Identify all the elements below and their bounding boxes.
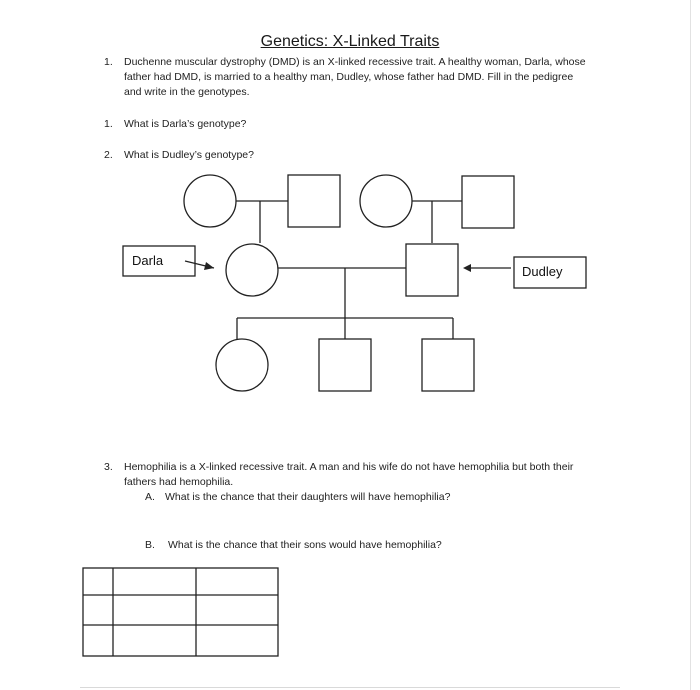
dudley-arrowhead [463,264,471,272]
punnett-grid[interactable] [83,568,278,656]
child-son1-square[interactable] [319,339,371,391]
grandfather-right-square[interactable] [462,176,514,228]
q3-b-letter: B. [145,539,155,551]
q1-sub1-number: 1. [104,118,113,130]
q3-text-line1: Hemophilia is a X-linked recessive trait. A man and his wife do not have hemophilia but both their [124,461,574,473]
q1-text-line1: Duchenne muscular dystrophy (DMD) is an X-linked recessive trait. A healthy woman, Darla, whose [124,56,586,68]
page-title: Genetics: X-Linked Traits [260,33,440,50]
q3-a-text: What is the chance that their daughters will have hemophilia? [165,491,451,503]
q1-text-line2: father had DMD, is married to a healthy man, Dudley, whose father had DMD. Fill in the pedigree [124,71,574,83]
q1-sub2-text: What is Dudley’s genotype? [124,149,254,161]
child-daughter-circle[interactable] [216,339,268,391]
darla-arrowhead [204,262,214,270]
darla-circle[interactable] [226,244,278,296]
child-son2-square[interactable] [422,339,474,391]
q1-number: 1. [104,56,113,68]
q3-text-line2: fathers had hemophilia. [124,476,234,488]
q1-sub1-text: What is Darla’s genotype? [124,118,247,130]
q3-number: 3. [104,461,113,473]
bottom-rule [80,687,620,688]
q1-sub2-number: 2. [104,149,113,161]
dudley-label: Dudley [522,264,563,279]
q3-a-letter: A. [145,491,155,503]
q3-b-text: What is the chance that their sons would have hemophilia? [168,539,442,551]
grandfather-left-square[interactable] [288,175,340,227]
darla-label: Darla [132,253,164,268]
grandmother-left-circle[interactable] [184,175,236,227]
dudley-square[interactable] [406,244,458,296]
q1-text-line3: and write in the genotypes. [124,86,250,98]
grandmother-right-circle[interactable] [360,175,412,227]
